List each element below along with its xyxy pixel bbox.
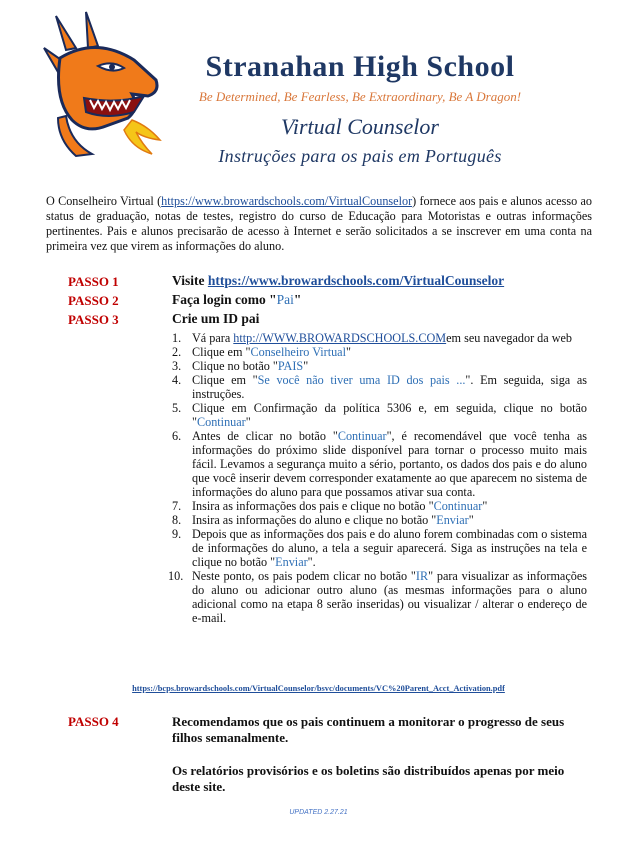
substep-text: Antes de clicar no botão " [192,429,338,443]
substep-number: 6. [172,429,182,443]
substep-text-end: " [468,513,474,527]
substep-number: 1. [172,331,182,345]
pdf-link-row [0,684,637,693]
substep-item [172,513,587,527]
page-title: Virtual Counselor [281,114,439,139]
step-2-instruction: Faça login como " [172,292,277,307]
step-4-recommendation: Recomendamos que os pais continuem a monitorar o progresso de seus filhos semanalmente. [172,714,565,745]
school-name: Stranahan High School [205,50,515,83]
substep-item [168,569,587,625]
intro-paragraph [46,194,592,254]
intro-text-start: O Conselheiro Virtual ( [46,194,162,208]
step-1-text [172,273,504,289]
substep-highlight: IR [415,569,429,583]
substep-item [172,359,587,373]
intro-text-end: ) fornece aos pais e alunos acesso ao status de graduação, notas de testes, registro do curso de Educação para Motoristas e outras informações pertinentes. Pais e alunos precisarão de acesso à Internet e serão solicitados a se inscrever em uma conta na primeira vez que virem as informações do aluno. [46,194,592,253]
substep-number: 3. [172,359,182,373]
substep-text-end: ". Em seguida, siga as instruções. [192,373,587,401]
intro-virtual-counselor-link[interactable]: https://www.browardschools.com/VirtualCounselor [161,194,413,208]
substep-number: 8. [172,513,182,527]
substep-highlight: Enviar [436,513,469,527]
step-1-instruction: Visite [172,273,208,288]
substep-highlight: Continuar [433,499,483,513]
substep-highlight: Enviar [275,555,308,569]
page-subtitle: Instruções para os pais em Português [218,146,502,166]
dragon-logo-icon [36,8,166,158]
substep-text: Insira as informações dos pais e clique no botão " [192,499,434,513]
substep-text-end: " [245,415,251,429]
substep-number: 10. [168,569,184,583]
step-3-text: Crie um ID pai [172,311,260,326]
substep-highlight: PAIS [277,359,304,373]
substep-text-end: em seu navegador da web [446,331,573,345]
substep-number: 9. [172,527,182,541]
substep-item [172,429,587,499]
substep-item [172,345,587,359]
substep-number: 2. [172,345,182,359]
updated-date: UPDATED 2.27.21 [289,809,348,816]
substep-text: Clique no botão " [192,359,278,373]
substep-text: Neste ponto, os pais podem clicar no botão " [192,569,416,583]
substep-number: 5. [172,401,182,415]
step-4-label: PASSO 4 [68,714,119,729]
step-1-label: PASSO 1 [68,274,119,289]
substep-highlight: Continuar [196,415,246,429]
substep-text: Insira as informações do aluno e clique no botão " [192,513,437,527]
substep-text: Vá para [192,331,234,345]
substep-item [172,373,587,401]
substep-text: Clique em " [192,345,251,359]
step-2-end: " [293,292,302,307]
substep-highlight: Conselheiro Virtual [250,345,346,359]
substep-item [172,499,587,513]
step-3-label: PASSO 3 [68,312,119,327]
substep-text-end: " [303,359,309,373]
step-2-highlight: Pai [276,292,294,307]
substep-text-end: ", é recomendável que você tenha as informações do próximo slide disponível para tornar o processo muito mais fácil. Levamos a segurança muito a sério, portanto, os dados dos pais e do aluno que você inserir devem corresponder exatamente ao que aparecem no sistema de informações do aluno para que possamos ativar sua conta. [192,429,587,499]
substep-text-end: " para visualizar as informações do aluno ou adicionar outro aluno (as mesmas informações para o aluno adicional como na etapa 8 serão inseridas) ou visualizar / alterar o endereço de e-mail. [192,569,587,625]
substep-item [172,401,587,429]
substep-text: Depois que as informações dos pais e do aluno forem combinadas com o sistema de informações do aluno, a tela a seguir aparecerá. Siga as instruções na tela e clique no botão " [192,527,587,569]
substep-text: Clique em Confirmação da política 5306 e, em seguida, clique no botão " [192,401,587,429]
substep-highlight: Se você não tiver uma ID dos pais ... [257,373,466,387]
substep-item [172,331,587,345]
step-2-text [172,292,301,308]
substep-text-end: " [345,345,351,359]
substep-item [172,527,587,569]
substeps-list [168,331,587,625]
substep-number: 7. [172,499,182,513]
parent-activation-pdf-link[interactable]: https://bcps.browardschools.com/VirtualCounselor/bsvc/documents/VC%20Parent_Acct_Activation.pdf [132,684,505,693]
substep-text-end: ". [307,555,316,569]
substep-text-end: " [482,499,488,513]
substep-link[interactable]: http://WWW.BROWARDSCHOOLS.COM [233,331,447,345]
step-4-report-cards: Os relatórios provisórios e os boletins são distribuídos apenas por meio deste site. [172,763,565,794]
substep-highlight: Continuar [337,429,387,443]
substep-number: 4. [172,373,182,387]
step-1-link[interactable]: https://www.browardschools.com/VirtualCounselor [207,273,505,288]
step-2-label: PASSO 2 [68,293,119,308]
substep-text: Clique em " [192,373,258,387]
school-motto: Be Determined, Be Fearless, Be Extraordinary, Be A Dragon! [198,89,522,104]
